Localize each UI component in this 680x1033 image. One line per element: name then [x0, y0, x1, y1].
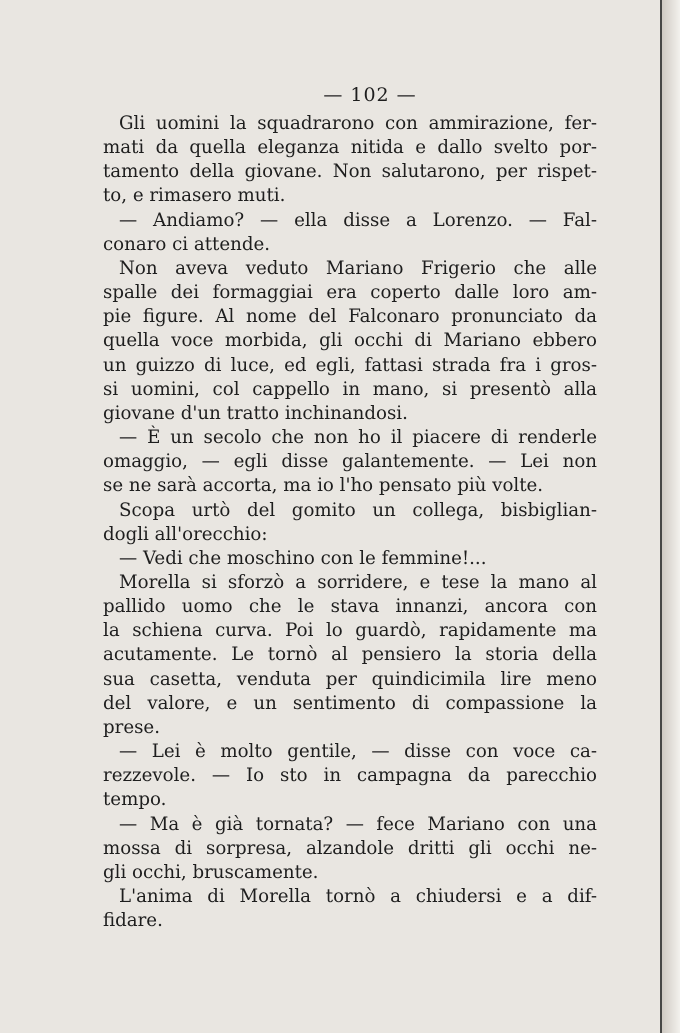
- text-line: mati da quella eleganza nitida e dallo svelto por-: [103, 137, 597, 159]
- page-edge-shadow: [662, 0, 680, 1033]
- text-line: tamento della giovane. Non salutarono, per rispet-: [103, 161, 597, 183]
- text-line: un guizzo di luce, ed egli, fattasi strada fra i gros-: [103, 354, 597, 376]
- text-line: conaro ci attende.: [103, 233, 271, 255]
- text-line: — Vedi che moschino con le femmine!...: [119, 547, 487, 569]
- text-line: to, e rimasero muti.: [103, 185, 286, 207]
- text-line: — Ma è già tornata? — fece Mariano con una: [119, 813, 597, 835]
- text-line: spalle dei formaggiai era coperto dalle loro am-: [103, 282, 597, 304]
- text-line: — È un secolo che non ho il piacere di renderle: [119, 427, 597, 449]
- text-line: la schiena curva. Poi lo guardò, rapidamente ma: [103, 620, 597, 642]
- text-line: Gli uomini la squadrarono con ammirazione, fer-: [119, 113, 597, 134]
- text-line: pie figure. Al nome del Falconaro pronunciato da: [103, 306, 597, 328]
- body-text: [103, 112, 597, 933]
- page-number: — 102 —: [323, 84, 417, 106]
- text-line: — Lei è molto gentile, — disse con voce ca-: [119, 741, 597, 763]
- text-line: giovane d'un tratto inchinandosi.: [103, 402, 408, 424]
- text-line: mossa di sorpresa, alzandole dritti gli occhi ne-: [103, 837, 597, 859]
- text-line: del valore, e un sentimento di compassione la: [103, 692, 597, 714]
- text-line: — Andiamo? — ella disse a Lorenzo. — Fal-: [119, 209, 597, 231]
- page-edge: [660, 0, 662, 1033]
- text-line: omaggio, — egli disse galantemente. — Lei non: [103, 451, 597, 473]
- text-line: tempo.: [103, 789, 167, 811]
- text-line: dogli all'orecchio:: [103, 523, 268, 545]
- text-line: gli occhi, bruscamente.: [103, 861, 319, 883]
- text-line: quella voce morbida, gli occhi di Mariano ebbero: [103, 330, 597, 352]
- text-line: si uomini, col cappello in mano, si presentò alla: [103, 378, 597, 400]
- text-line: Morella si sforzò a sorridere, e tese la mano al: [119, 571, 597, 593]
- text-line: fidare.: [103, 910, 163, 932]
- text-line: sua casetta, venduta per quindicimila lire meno: [103, 668, 597, 690]
- text-line: se ne sarà accorta, ma io l'ho pensato più volte.: [103, 475, 544, 497]
- text-line: L'anima di Morella tornò a chiudersi e a dif-: [119, 886, 597, 907]
- text-line: prese.: [103, 716, 160, 738]
- text-line: pallido uomo che le stava innanzi, ancora con: [103, 596, 597, 618]
- text-line: Scopa urtò del gomito un collega, bisbiglian-: [119, 499, 597, 521]
- text-line: Non aveva veduto Mariano Frigerio che alle: [119, 257, 597, 279]
- text-line: rezzevole. — Io sto in campagna da parecchio: [103, 765, 597, 787]
- text-line: acutamente. Le tornò al pensiero la storia della: [103, 644, 597, 666]
